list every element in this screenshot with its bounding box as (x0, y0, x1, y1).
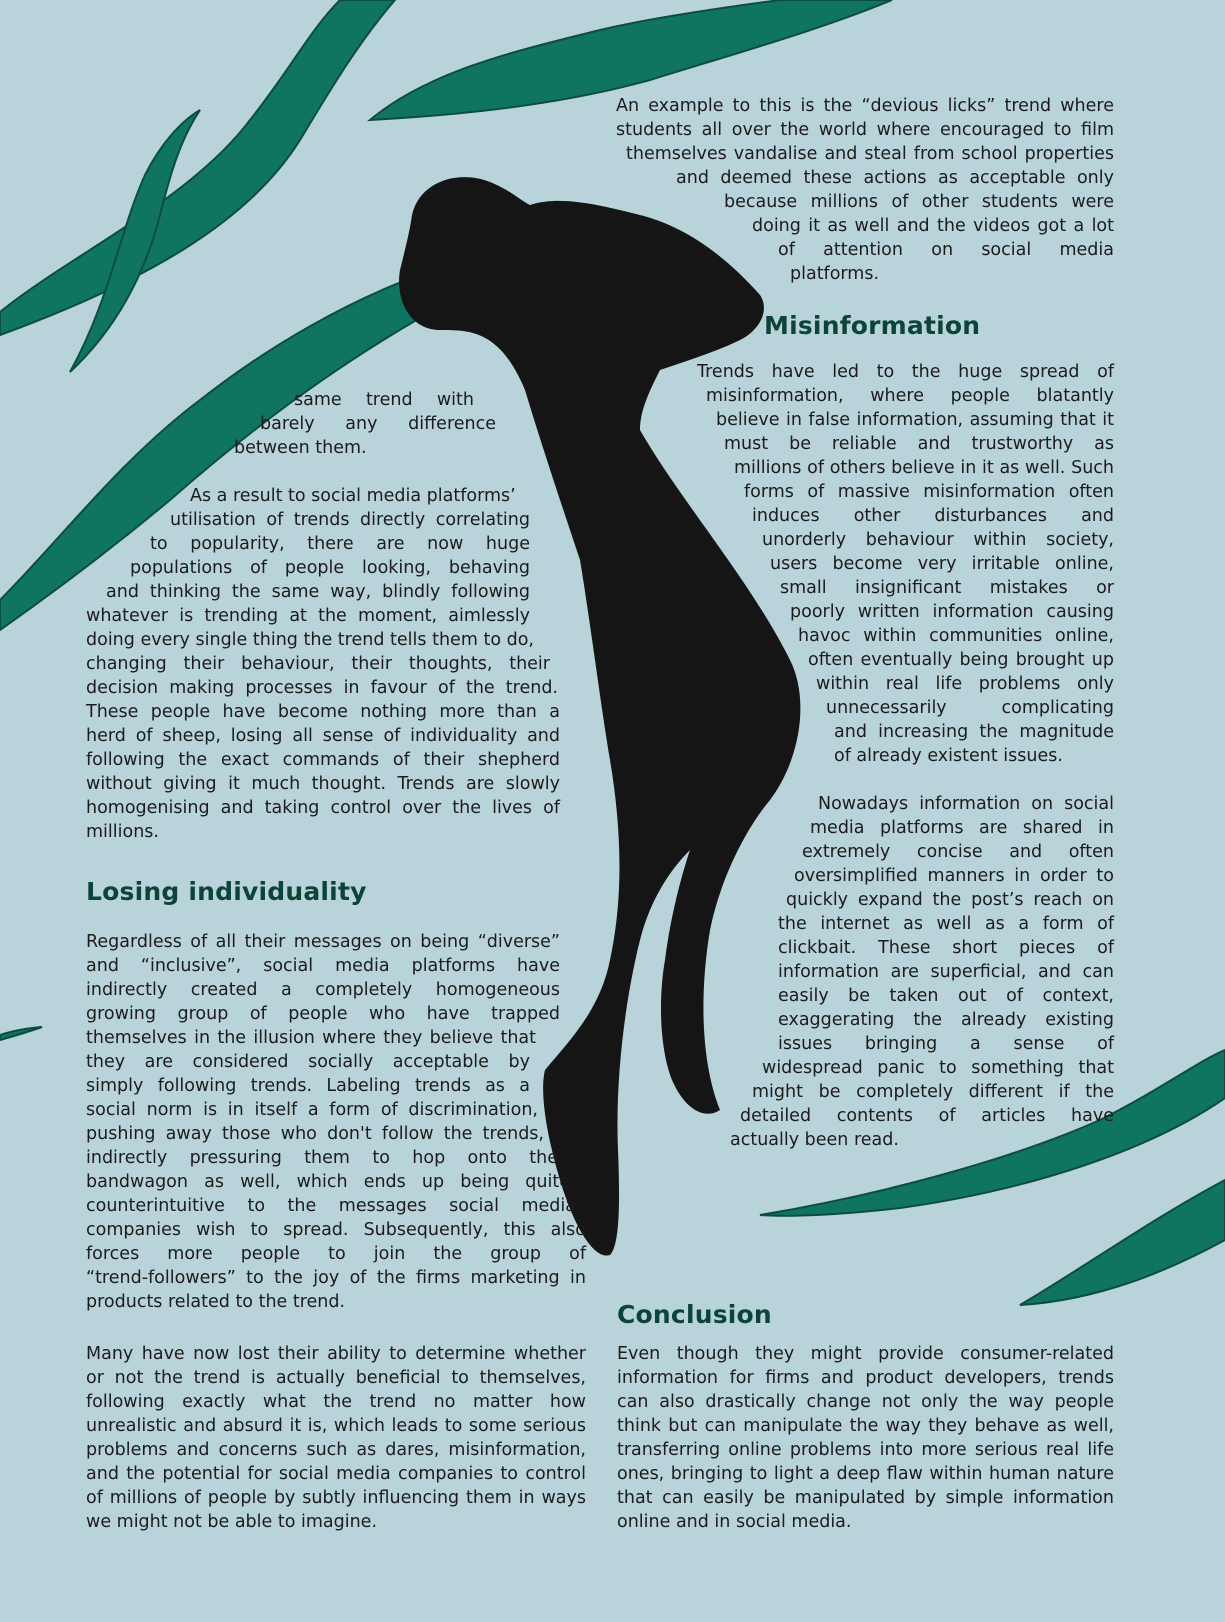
text-line: media platforms are shared in (810, 818, 1114, 838)
text-line: extremely concise and often (802, 842, 1114, 862)
text-line: themselves in the illusion where they believe that (86, 1028, 536, 1048)
text-line: An example to this is the “devious licks” trend where (616, 96, 1114, 116)
text-line: Regardless of all their messages on being “diverse” (86, 932, 560, 952)
seaweed-leaf-top-left (0, 0, 395, 335)
text-line: induces other disturbances and (752, 506, 1114, 526)
heading-conclusion: Conclusion (617, 1300, 772, 1329)
text-line: growing group of people who have trapped (86, 1004, 560, 1024)
text-line: problems and concerns such as dares, misinformation, (86, 1440, 586, 1460)
text-line: to popularity, there are now huge (150, 534, 530, 554)
text-line: indirectly pressuring them to hop onto the (86, 1148, 558, 1168)
text-line: often eventually being brought up (808, 650, 1114, 670)
seaweed-leaf-small-left (0, 1027, 42, 1040)
text-line: might be completely different if the (752, 1082, 1114, 1102)
heading-losing-individuality: Losing individuality (86, 877, 367, 906)
text-line: they are considered socially acceptable by (86, 1052, 530, 1072)
text-line: or not the trend is actually beneficial to themselves, (86, 1368, 586, 1388)
text-line: same trend with (294, 390, 474, 410)
text-line: following exactly what the trend no matter how (86, 1392, 586, 1412)
text-line: actually been read. (730, 1130, 899, 1150)
text-line: and the potential for social media companies to control (86, 1464, 586, 1484)
text-line: easily be taken out of context, (778, 986, 1114, 1006)
text-line: poorly written information causing (790, 602, 1114, 622)
text-line: misinformation, where people blatantly (706, 386, 1114, 406)
text-line: whatever is trending at the moment, aimlessly (86, 606, 530, 626)
text-line: transferring online problems into more serious real life (617, 1440, 1114, 1460)
text-line: herd of sheep, losing all sense of individuality and (86, 726, 560, 746)
heading-misinformation: Misinformation (764, 311, 981, 340)
text-line: the internet as well as a form of (778, 914, 1114, 934)
text-line: can also drastically change not only the way people (617, 1392, 1114, 1412)
text-line: companies wish to spread. Subsequently, this also (86, 1220, 586, 1240)
text-line: that can easily be manipulated by simple information (617, 1488, 1114, 1508)
text-line: doing every single thing the trend tells them to do, (86, 630, 534, 650)
text-line: populations of people looking, behaving (130, 558, 530, 578)
text-line: must be reliable and trustworthy as (724, 434, 1114, 454)
text-line: information for firms and product developers, trends (617, 1368, 1114, 1388)
text-line: barely any difference (260, 414, 496, 434)
text-line: havoc within communities online, (798, 626, 1114, 646)
text-line: clickbait. These short pieces of (778, 938, 1114, 958)
text-line: millions. (86, 822, 159, 842)
text-line: detailed contents of articles have (740, 1106, 1114, 1126)
text-line: of already existent issues. (834, 746, 1063, 766)
text-line: changing their behaviour, their thoughts, their (86, 654, 550, 674)
text-line: “trend-followers” to the joy of the firms marketing in (86, 1268, 586, 1288)
text-line: oversimplified manners in order to (794, 866, 1114, 886)
text-line: indirectly created a completely homogeneous (86, 980, 560, 1000)
text-line: homogenising and taking control over the lives of (86, 798, 560, 818)
text-line: unrealistic and absurd it is, which leads to some serious (86, 1416, 586, 1436)
seaweed-leaf-bottom-right-2 (1020, 1180, 1225, 1305)
text-line: because millions of other students were (724, 192, 1114, 212)
text-line: online and in social media. (617, 1512, 852, 1532)
text-line: Nowadays information on social (818, 794, 1114, 814)
text-line: issues bringing a sense of (778, 1034, 1114, 1054)
text-line: small insignificant mistakes or (780, 578, 1114, 598)
text-line: counterintuitive to the messages social media (86, 1196, 576, 1216)
text-line: users become very irritable online, (770, 554, 1114, 574)
text-line: we might not be able to imagine. (86, 1512, 378, 1532)
text-line: social norm is in itself a form of discrimination, (86, 1100, 538, 1120)
text-line: following the exact commands of their shepherd (86, 750, 560, 770)
text-line: bandwagon as well, which ends up being quite (86, 1172, 570, 1192)
text-line: of millions of people by subtly influencing them in ways (86, 1488, 586, 1508)
text-line: believe in false information, assuming that it (716, 410, 1114, 430)
text-line: As a result to social media platforms’ (190, 486, 516, 506)
text-line: millions of others believe in it as well. Such (734, 458, 1114, 478)
text-line: forces more people to join the group of (86, 1244, 586, 1264)
text-line: students all over the world where encouraged to film (616, 120, 1114, 140)
text-line: simply following trends. Labeling trends as a (86, 1076, 530, 1096)
text-line: These people have become nothing more than a (86, 702, 560, 722)
text-line: and “inclusive”, social media platforms have (86, 956, 560, 976)
text-line: within real life problems only (816, 674, 1114, 694)
text-line: doing it as well and the videos got a lot (752, 216, 1114, 236)
text-line: Many have now lost their ability to determine whether (86, 1344, 586, 1364)
text-line: information are superficial, and can (778, 962, 1114, 982)
text-line: decision making processes in favour of the trend. (86, 678, 558, 698)
text-line: think but can manipulate the way they behave as well, (617, 1416, 1114, 1436)
text-line: pushing away those who don't follow the trends, (86, 1124, 544, 1144)
text-line: widespread panic to something that (762, 1058, 1114, 1078)
text-line: ones, bringing to light a deep flaw within human nature (617, 1464, 1114, 1484)
text-line: unorderly behaviour within society, (762, 530, 1114, 550)
text-line: quickly expand the post’s reach on (786, 890, 1114, 910)
text-line: Trends have led to the huge spread of (697, 362, 1114, 382)
text-line: unnecessarily complicating (826, 698, 1114, 718)
text-line: and increasing the magnitude (834, 722, 1114, 742)
text-line: exaggerating the already existing (778, 1010, 1114, 1030)
text-line: themselves vandalise and steal from school properties (626, 144, 1114, 164)
text-line: and thinking the same way, blindly following (106, 582, 530, 602)
text-line: forms of massive misinformation often (744, 482, 1114, 502)
text-line: utilisation of trends directly correlating (170, 510, 530, 530)
text-line: platforms. (790, 264, 880, 284)
text-line: between them. (234, 438, 367, 458)
text-line: Even though they might provide consumer-related (617, 1344, 1114, 1364)
text-line: without giving it much thought. Trends are slowly (86, 774, 560, 794)
text-line: of attention on social media (778, 240, 1114, 260)
text-line: and deemed these actions as acceptable only (676, 168, 1114, 188)
text-line: products related to the trend. (86, 1292, 346, 1312)
